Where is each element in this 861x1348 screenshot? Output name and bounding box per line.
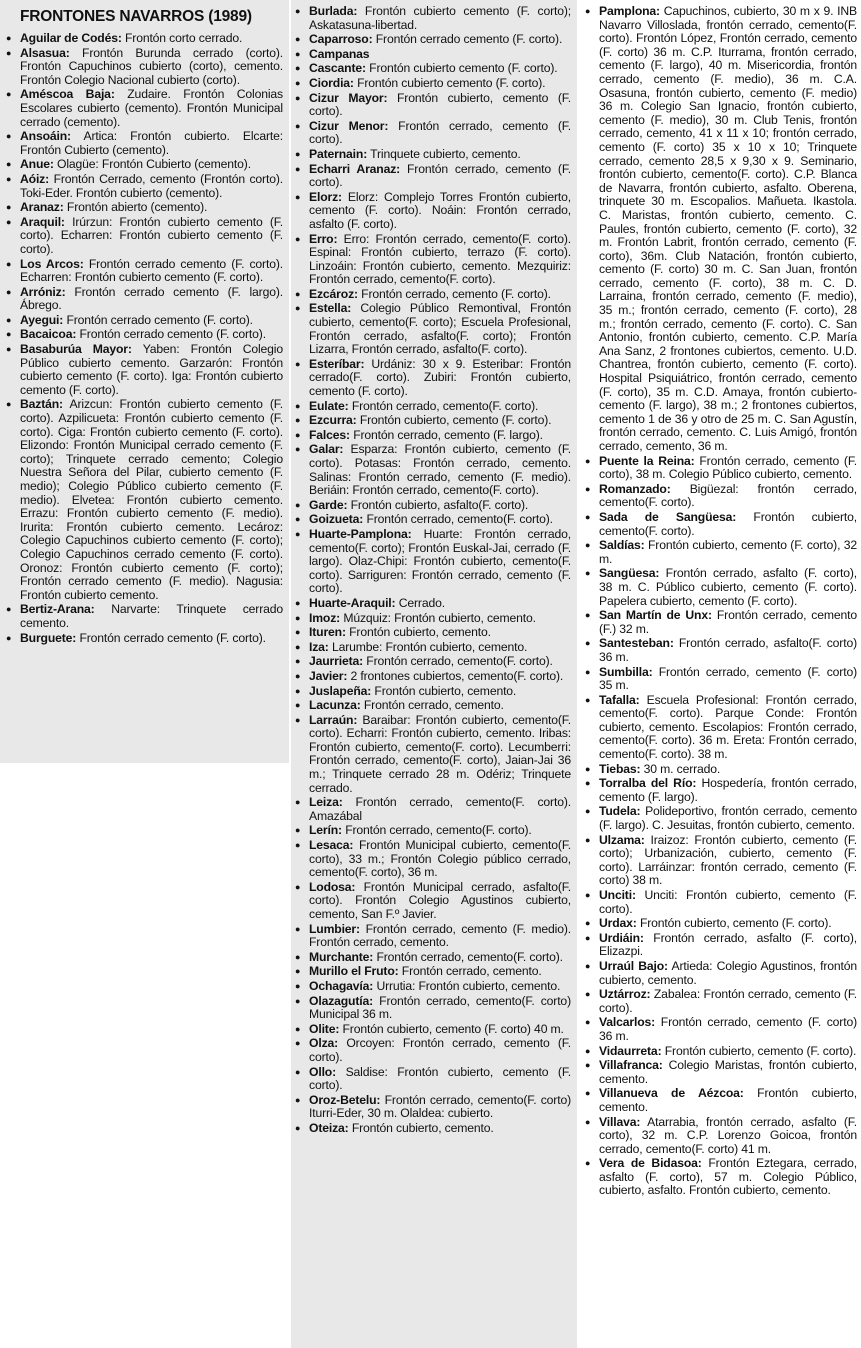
entry-item — [295, 33, 571, 47]
entry-name: Imoz: — [309, 610, 341, 625]
entry-text: Artieda: Colegio Agustinos, frontón cubierto, cemento. — [599, 958, 857, 987]
entry-name: Urdax: — [599, 916, 637, 931]
entry-text: Esparza: Frontón cubierto, cemento (F. corto). Potasas: Frontón cerrado, cemento. Salinas: Frontón cerrado, cemento (F. medio). Beriáin: Frontón cerrado, cemento(F. corto). — [309, 442, 571, 498]
entry-item — [295, 400, 571, 414]
entry-name: Oteiza: — [309, 1120, 349, 1135]
entry-item — [295, 597, 571, 611]
entry-text: Frontón cerrado, cemento (F. largo). — [353, 427, 543, 442]
entry-text: Bigüezal: frontón cerrado, cemento(F. corto). — [599, 481, 857, 510]
entry-item — [295, 670, 571, 684]
entry-text: Frontón cubierto cemento (F. corto). — [357, 75, 546, 90]
entry-text: Frontón cerrado cemento (F. corto). — [375, 32, 563, 47]
entry-name: Huarte-Araquil: — [309, 595, 396, 610]
entry-text: Yaben: Frontón Colegio Público cubierto cemento. Garzarón: Frontón cubierto cemento (F. corto). Iga: Frontón cubierto cemento (F. corto). — [20, 342, 283, 397]
entry-text: Frontón cerrado, cemento (F. corto) 35 m. — [599, 664, 857, 693]
entry-name: Oroz-Betelu: — [309, 1092, 381, 1107]
entry-item — [585, 834, 857, 888]
entry-text: Frontón Municipal cubierto, cemento(F. corto), 33 m.; Frontón Colegio público cerrado, cemento(F. corto), 36 m. — [309, 838, 571, 880]
entry-name: Iza: — [309, 639, 329, 654]
entry-text: Frontón cubierto, cemento (F. corto) 40 m. — [342, 1021, 564, 1036]
entry-name: Eulate: — [309, 398, 349, 413]
entry-text: Frontón cerrado cemento (F. corto). — [66, 312, 253, 327]
entry-item — [585, 483, 857, 510]
entry-item — [585, 1016, 857, 1043]
entry-item — [6, 88, 283, 129]
entry-item — [295, 951, 571, 965]
entry-name: Lerín: — [309, 823, 342, 838]
entry-name: Cizur Menor: — [309, 118, 389, 133]
entry-text: Frontón cerrado, asfalto (F. corto), Elizazpi. — [599, 930, 857, 959]
entry-name: Bacaicoa: — [20, 327, 77, 342]
entry-name: Ochagavía: — [309, 978, 374, 993]
entry-name: Améscoa Baja: — [20, 87, 115, 102]
entry-item — [585, 917, 857, 931]
entry-name: Araquil: — [20, 214, 65, 229]
entry-item — [295, 923, 571, 950]
entry-text: Frontón cerrado cemento (F. corto). — [79, 630, 266, 645]
entry-text: Atarrabia, frontón cerrado, asfalto (F. corto), 32 m. C.P. Lorenzo Goicoa, frontón cerrado, cemento(F. corto) 41 m. — [599, 1114, 857, 1156]
entry-text: Orcoyen: Frontón cerrado, cemento (F. corto). — [309, 1036, 571, 1064]
entry-text: Frontón cerrado cemento (F. corto). — [79, 327, 266, 342]
entry-list — [6, 32, 283, 645]
entry-name: Galar: — [309, 442, 344, 457]
entry-name: Paternain: — [309, 146, 368, 161]
page-title: FRONTONES NAVARROS (1989) — [20, 8, 252, 25]
entry-item — [295, 685, 571, 699]
entry-item — [6, 328, 283, 342]
entry-item — [585, 988, 857, 1015]
entry-item — [295, 626, 571, 640]
entry-text: Iraizoz: Frontón cubierto, cemento (F. corto); Urbanización, cubierto, cemento (F. corto). Larráinzar: frontón cerrado, cemento (F. corto) 38 m. — [599, 832, 857, 888]
entry-text: Frontón cubierto, cemento (F. corto). — [359, 413, 552, 428]
entry-text: Frontón cubierto, cemento. — [351, 1120, 494, 1135]
entry-name: Tudela: — [599, 804, 641, 819]
entry-name: Sada de Sangüesa: — [599, 509, 737, 524]
entry-item — [585, 777, 857, 804]
entry-item — [585, 455, 857, 482]
entry-text: Frontón corto cerrado. — [124, 31, 243, 45]
entry-text: Narvarte: Trinquete cerrado cemento. — [20, 602, 283, 630]
entry-text: Frontón cerrado, cemento(F. corto). — [366, 654, 553, 669]
entry-name: Ezcurra: — [309, 413, 357, 428]
entry-name: Urdiáin: — [599, 930, 644, 945]
entry-text: Frontón Municipal cerrado, asfalto(F. corto). Frontón Colegio Agustinos cubierto, cemento, San F.º Javier. — [309, 879, 571, 921]
entry-text: Frontón cubierto, asfalto(F. corto). — [350, 497, 529, 512]
entry-text: Frontón cerrado, cemento (F. corto). — [361, 286, 551, 301]
entry-name: Baztán: — [20, 397, 63, 412]
entry-item — [585, 1059, 857, 1086]
entry-text: Frontón cerrado, cemento(F. corto). — [345, 823, 532, 838]
entry-item — [585, 511, 857, 538]
entry-name: Burlada: — [309, 4, 358, 18]
entry-text: Frontón cubierto, cemento (F. corto). — [309, 90, 571, 119]
entry-item — [585, 1087, 857, 1114]
entry-name: Unciti: — [599, 888, 636, 902]
entry-name: Valcarlos: — [599, 1015, 656, 1030]
entry-name: Los Arcos: — [20, 256, 84, 271]
entry-item — [295, 191, 571, 232]
entry-name: Pamplona: — [599, 4, 660, 18]
entry-name: Ayegui: — [20, 312, 64, 327]
entry-text: Frontón cubierto cemento (F. corto); Askatasuna-libertad. — [309, 4, 571, 32]
entry-text: Frontón cerrado, cemento(F. corto) Municipal 36 m. — [309, 993, 571, 1022]
entry-text: Frontón cubierto, cemento. — [349, 625, 491, 640]
entry-text: Colegio Maristas, frontón cubierto, cemento. — [599, 1058, 857, 1086]
entry-text: Frontón cerrado, cemento (F. medio). Frontón cerrado, cemento. — [309, 921, 571, 950]
entry-text: 30 m. cerrado. — [643, 761, 721, 776]
entry-item — [585, 1045, 857, 1059]
entry-text: Frontón cerrado, cemento(F. corto). — [376, 949, 563, 964]
entry-item — [295, 1023, 571, 1037]
entry-text: Erro: Frontón cerrado, cemento(F. corto). Espinal: Frontón cubierto, terrazo (F. corto). Linzoáin: Frontón cubierto, cemento. Mezquiriz: Frontón cerrado, cemento(F. corto). — [309, 231, 571, 287]
entry-name: Alsasua: — [20, 45, 70, 60]
entry-item — [6, 130, 283, 157]
entry-name: Tafalla: — [599, 692, 640, 707]
entry-name: Torralba del Río: — [599, 776, 697, 791]
entry-text: Frontón cubierto cemento (F. corto). — [369, 61, 558, 76]
entry-text: Frontón cerrado, asfalto (F. corto), 38 m. C. Público cubierto, cemento (F. corto). Papelera cubierto, cemento (F. corto). — [599, 566, 857, 608]
entry-name: Esteríbar: — [309, 356, 365, 371]
entry-text: Múzquiz: Frontón cubierto, cemento. — [343, 610, 536, 625]
entry-item — [295, 528, 571, 596]
entry-name: San Martín de Unx: — [599, 608, 712, 623]
entry-name: Erro: — [309, 231, 338, 246]
entry-item — [295, 980, 571, 994]
entry-name: Ulzama: — [599, 832, 645, 847]
entry-item — [585, 763, 857, 777]
entry-item — [6, 603, 283, 630]
entry-item — [295, 163, 571, 190]
entry-text: Unciti: Frontón cubierto, cemento (F. corto). — [599, 888, 857, 916]
entry-text: Frontón Burunda cerrado (corto). Frontón Capuchinos cubierto (corto), cemento. Frontón Colegio Nacional cubierto (corto). — [20, 45, 283, 87]
entry-item — [295, 699, 571, 713]
entry-name: Aóiz: — [20, 171, 50, 186]
entry-name: Lacunza: — [309, 698, 361, 713]
entry-text: Baraibar: Frontón cubierto, cemento(F. corto). Echarri: Frontón cubierto, cemento. Iribas: Frontón cubierto, cemento(F. corto). Lecumberri: Frontón cerrado, cemento(F. corto), Jaian-Jai 36 m.; Trinquete cerrado 28 m. Odériz; Trinquete cerrado. — [309, 712, 571, 795]
entry-text: Frontón cerrado, cemento(F. corto). — [366, 512, 553, 527]
entry-item — [6, 32, 283, 46]
entry-text: Larumbe: Frontón cubierto, cemento. — [331, 639, 528, 654]
entry-name: Basaburúa Mayor: — [20, 342, 132, 357]
entry-name: Vera de Bidasoa: — [599, 1156, 702, 1171]
entry-name: Urraúl Bajo: — [599, 958, 668, 973]
column-1 — [0, 0, 289, 763]
entry-name: Ollo: — [309, 1064, 337, 1079]
entry-name: Aguilar de Codés: — [20, 31, 122, 45]
entry-item — [6, 314, 283, 328]
entry-item — [295, 499, 571, 513]
entry-item — [585, 1116, 857, 1157]
entry-text: Colegio Público Remontival, Frontón cubierto, cemento(F. corto); Escuela Profesional, Frontón cerrado, asfalto(F. corto); Frontón Lizarra, Frontón cerrado, asfalto(F. corto). — [309, 301, 571, 357]
entry-name: Jaurrieta: — [309, 654, 364, 669]
entry-item — [6, 398, 283, 602]
entry-name: Huarte-Pamplona: — [309, 526, 412, 541]
entry-text: Frontón cubierto, cemento. — [599, 1086, 857, 1114]
entry-item — [585, 889, 857, 916]
entry-text: Frontón abierto (cemento). — [66, 200, 208, 215]
entry-item — [295, 965, 571, 979]
entry-name: Anue: — [20, 157, 54, 172]
entry-name: Vidaurreta: — [599, 1043, 662, 1058]
entry-item — [295, 612, 571, 626]
entry-item — [6, 158, 283, 172]
entry-text: Urdániz: 30 x 9. Esteribar: Frontón cerrado(F. corto). Zubiri: Frontón cubierto, cemento (F. corto). — [309, 356, 571, 399]
entry-text: Zabalea: Frontón cerrado, cemento (F. corto). — [599, 987, 857, 1015]
entry-item — [295, 233, 571, 287]
entry-name: Caparroso: — [309, 32, 373, 47]
entry-item — [585, 5, 857, 454]
entry-item — [295, 513, 571, 527]
entry-text: Frontón cerrado, asfalto(F. corto) 36 m. — [599, 636, 857, 664]
entry-item — [295, 148, 571, 162]
entry-item — [295, 5, 571, 32]
entry-item — [295, 443, 571, 497]
entry-text: Frontón cerrado, cemento(F. corto). Amazábal — [309, 795, 571, 823]
entry-item — [295, 796, 571, 823]
entry-text: Escuela Profesional: Frontón cerrado, cemento(F. corto). Parque Conde: Frontón cubierto, cemento. Escolapios: Frontón cerrado, cemento(F. corto). 36 m. Ereta: Frontón cerrado, cemento(F. corto). 38 m. — [599, 692, 857, 762]
entry-text: Hospedería, frontón cerrado, cemento (F. largo). — [599, 776, 857, 804]
entry-name: Campanas — [309, 46, 370, 61]
entry-name: Santesteban: — [599, 636, 674, 651]
entry-text: Saldise: Frontón cubierto, cemento (F. corto). — [309, 1064, 571, 1093]
entry-item — [295, 429, 571, 443]
entry-name: Elorz: — [309, 189, 342, 204]
entry-item — [585, 609, 857, 636]
entry-item — [295, 92, 571, 119]
entry-name: Ciordia: — [309, 75, 354, 90]
entry-text: Huarte: Frontón cerrado, cemento(F. corto); Frontón Euskal-Jai, cerrado (F. largo). Olaz-Chipi: Frontón cubierto, cemento(F. corto). Sarriguren: Frontón cerrado, cemento (F. corto). — [309, 526, 571, 596]
entry-item — [295, 48, 571, 62]
entry-item — [585, 567, 857, 608]
entry-item — [295, 824, 571, 838]
entry-item — [6, 216, 283, 257]
entry-text: Frontón cerrado, cemento (F. corto). — [309, 118, 571, 147]
entry-name: Villafranca: — [599, 1058, 663, 1073]
entry-text: Frontón cubierto, cemento (F. corto), 32 m. — [599, 538, 857, 566]
entry-name: Tiebas: — [599, 761, 641, 776]
entry-item — [6, 173, 283, 200]
entry-list — [585, 5, 857, 1198]
entry-name: Olite: — [309, 1021, 340, 1036]
entry-item — [295, 358, 571, 399]
entry-item — [295, 881, 571, 922]
entry-name: Estella: — [309, 301, 352, 316]
entry-item — [295, 655, 571, 669]
entry-text: Artica: Frontón cubierto. Elcarte: Frontón Cubierto (cemento). — [20, 129, 283, 157]
entry-item — [585, 666, 857, 693]
entry-text: Frontón cerrado, cemento (F. corto) 36 m. — [599, 1015, 857, 1043]
entry-item — [585, 805, 857, 832]
entry-name: Lesaca: — [309, 838, 354, 853]
entry-name: Falces: — [309, 427, 350, 442]
entry-item — [6, 201, 283, 215]
column-2 — [291, 0, 577, 1348]
entry-name: Garde: — [309, 497, 348, 512]
entry-name: Larraún: — [309, 712, 358, 727]
entry-name: Cizur Mayor: — [309, 90, 388, 105]
entry-name: Ansoáin: — [20, 129, 71, 144]
entry-text: Capuchinos, cubierto, 30 m x 9. INB Navarro Villoslada, frontón cerrado, cemento(F. corto). Frontón López, Frontón cerrado, cemento (F. corto) 36 m. C.P. Iturrama, frontón cerrado, cemento (F. largo), 40 m. Misericordia, frontón cerrado, cemento (F. medio), 36 m. C.A. Osasuna, frontón cubierto, cemento (F. medio) 36 m. Colegio San Ignacio, frontón cubierto, cemento (F. medio), 30 m. Club Tenis, frontón cerrado, cemento, 41 x 11 x 10; frontón cerrado, cemento (F. corto) 35 x 10 x 10; Trinquete cerrado, cemento 28,5 x 9,30 x 9. Seminario, frontón cubierto, cemento(F. corto). C.P. Blanca de Navarra, frontón cubierto, asfalto. Oberena, trinquete 30 m. Escopalios. Mañueta. Ikastola. C. Maristas, frontón cubierto, cemento. C. Paules, frontón cubierto, cemento (F. corto), 32 m. Frontón Labrit, frontón cerrado, cemento (F. corto), 36m. Club Natación, frontón cubierto, cemento (F. corto) 30 m. C. San Juan, frontón cerrado, cemento (F. corto), 38 m. C. D. Larraina, frontón cerrado, cemento (F. medio), 35 m.; frontón cerrado, cemento (F. corto), 28 m.; frontón cerrado, cemento (F. corto). C. San Antonio, frontón cubierto, cemento. C.P. María Ana Sanz, 2 frontones cubiertos, cemento. U.D. Chantrea, frontón cubierto, cemento (F. corto). Hospital Psiquiátrico, frontón cerrado, cemento (F. corto), 35 m. C.D. Amaya, frontón cubierto-cemento (F. largo), 38 m.; 2 frontones cubiertos, cemento 1 de 36 y otro de 25 m. C. San Agustín, frontón cerrado, cemento. C. Luis Amigó, frontón cerrado, cemento, 36 m. — [599, 4, 857, 453]
entry-text: 2 frontones cubiertos, cemento(F. corto). — [350, 668, 564, 683]
entry-item — [295, 995, 571, 1022]
entry-item — [295, 288, 571, 302]
entry-text: Frontón cerrado, cemento. — [401, 964, 542, 979]
entry-item — [6, 632, 283, 646]
entry-name: Cascante: — [309, 61, 366, 76]
entry-text: Frontón Eztegara, cerrado, asfalto (F. corto), 57 m. Colegio Público, cubierto, asfalto. Frontón cubierto, cemento. — [599, 1156, 857, 1198]
entry-text: Irúrzun: Frontón cubierto cemento (F. corto). Echarren: Frontón cubierto cemento (F. corto). — [20, 214, 283, 256]
entry-text: Frontón cerrado, cemento (F.) 32 m. — [599, 608, 857, 636]
entry-item — [295, 714, 571, 796]
entry-name: Ituren: — [309, 625, 346, 640]
entry-item — [585, 539, 857, 566]
entry-name: Olazagutía: — [309, 993, 374, 1008]
entry-name: Lumbier: — [309, 921, 360, 936]
entry-text: Frontón cerrado, cemento. — [363, 698, 504, 713]
entry-text: Olagüe: Frontón Cubierto (cemento). — [57, 157, 251, 172]
entry-name: Puente la Reina: — [599, 453, 695, 468]
entry-text: Frontón cerrado cemento (F. largo). Ábrego. — [20, 284, 283, 313]
entry-text: Frontón cerrado cemento (F. corto). Echarren: Frontón cubierto cemento (F. corto). — [20, 256, 283, 285]
entry-item — [295, 1037, 571, 1064]
entry-name: Echarri Aranaz: — [309, 161, 401, 176]
entry-item — [295, 120, 571, 147]
entry-text: Elorz: Complejo Torres Frontón cubierto, cemento (F. corto). Noáin: Frontón cerrado, asfalto (F. corto). — [309, 189, 571, 231]
entry-item — [6, 47, 283, 88]
entry-name: Uztárroz: — [599, 987, 651, 1002]
entry-list — [295, 5, 571, 1136]
entry-name: Juslapeña: — [309, 683, 372, 698]
entry-text: Frontón Cerrado, cemento (Frontón corto). Toki-Eder. Frontón cubierto (cemento). — [20, 171, 283, 200]
entry-name: Goizueta: — [309, 512, 364, 527]
entry-text: Polideportivo, frontón cerrado, cemento (F. largo). C. Jesuitas, frontón cubierto, cemento. — [599, 804, 857, 833]
entry-item — [295, 302, 571, 356]
entry-item — [6, 258, 283, 285]
entry-text: Cerrado. — [398, 595, 445, 610]
entry-name: Murillo el Fruto: — [309, 964, 399, 979]
entry-text: Arizcun: Frontón cubierto cemento (F. corto). Azpilicueta: Frontón cubierto cemento (F. corto). Ciga: Frontón cubierto cemento (F. corto). Elizondo: Frontón Municipal cerrado cemento (F. corto); Trinquete cerrado cemento; Colegio Nuestra Señora del Pilar, cubierto cemento (F. medio); Colegio Público cubierto cemento (F. medio). Elvetea: Frontón cubierto cemento. Errazu: Frontón cubierto cemento (F. medio). Irurita: Frontón cubierto cemento. Lecároz: Colegio Capuchinos cubierto cemento (F. corto); Colegio Capuchinos cerrado cemento (F. corto). Oronoz: Frontón cubierto cemento (F. corto); Frontón cerrado cemento (F. medio). Nagusia: Frontón cubierto cemento. — [20, 397, 283, 602]
entry-text: Frontón cerrado, cemento (F. corto), 38 m. Colegio Público cubierto, cemento. — [599, 453, 857, 482]
entry-name: Lodosa: — [309, 879, 356, 894]
entry-item — [585, 637, 857, 664]
entry-name: Bertiz-Arana: — [20, 602, 95, 617]
entry-name: Romanzado: — [599, 481, 671, 496]
entry-name: Sumbilla: — [599, 664, 653, 679]
entry-item — [295, 62, 571, 76]
entry-item — [295, 77, 571, 91]
entry-item — [585, 932, 857, 959]
entry-text: Frontón cerrado, cemento(F. corto). — [351, 398, 539, 413]
entry-text: Zudaire. Frontón Colonias Escolares cubierto (cemento). Frontón Municipal cerrado (cemento). — [20, 87, 283, 129]
entry-item — [585, 960, 857, 987]
entry-item — [295, 1094, 571, 1121]
entry-item — [585, 694, 857, 762]
entry-name: Murchante: — [309, 949, 374, 964]
entry-item — [295, 1122, 571, 1136]
entry-name: Villanueva de Aézcoa: — [599, 1086, 744, 1101]
entry-name: Burguete: — [20, 630, 77, 645]
entry-text: Frontón cerrado, cemento(F. corto) Iturri-Eder, 30 m. Olaldea: cubierto. — [309, 1092, 571, 1121]
entry-text: Frontón cubierto, cemento. — [374, 683, 517, 698]
entry-item — [585, 1157, 857, 1198]
entry-item — [295, 839, 571, 880]
entry-text: Trinquete cubierto, cemento. — [370, 146, 521, 161]
entry-name: Olza: — [309, 1036, 339, 1051]
entry-text: Urrutia: Frontón cubierto, cemento. — [376, 978, 561, 993]
entry-name: Ezcároz: — [309, 286, 358, 301]
entry-name: Javier: — [309, 668, 348, 683]
entry-name: Villava: — [599, 1114, 641, 1129]
entry-item — [295, 414, 571, 428]
column-3 — [581, 0, 861, 1348]
entry-item — [6, 343, 283, 397]
entry-item — [295, 1066, 571, 1093]
entry-item — [295, 641, 571, 655]
entry-text: Frontón cerrado, cemento (F. corto). — [309, 161, 571, 190]
entry-name: Saldías: — [599, 538, 645, 553]
entry-text: Frontón cubierto, cemento(F. corto). — [599, 509, 857, 538]
entry-text: Frontón cubierto, cemento (F. corto). — [639, 916, 832, 931]
entry-name: Leiza: — [309, 795, 343, 810]
entry-name: Arróniz: — [20, 284, 66, 299]
entry-name: Aranaz: — [20, 200, 64, 215]
entry-name: Sangüesa: — [599, 566, 660, 581]
entry-item — [6, 286, 283, 313]
entry-text: Frontón cubierto, cemento (F. corto). — [664, 1043, 857, 1058]
